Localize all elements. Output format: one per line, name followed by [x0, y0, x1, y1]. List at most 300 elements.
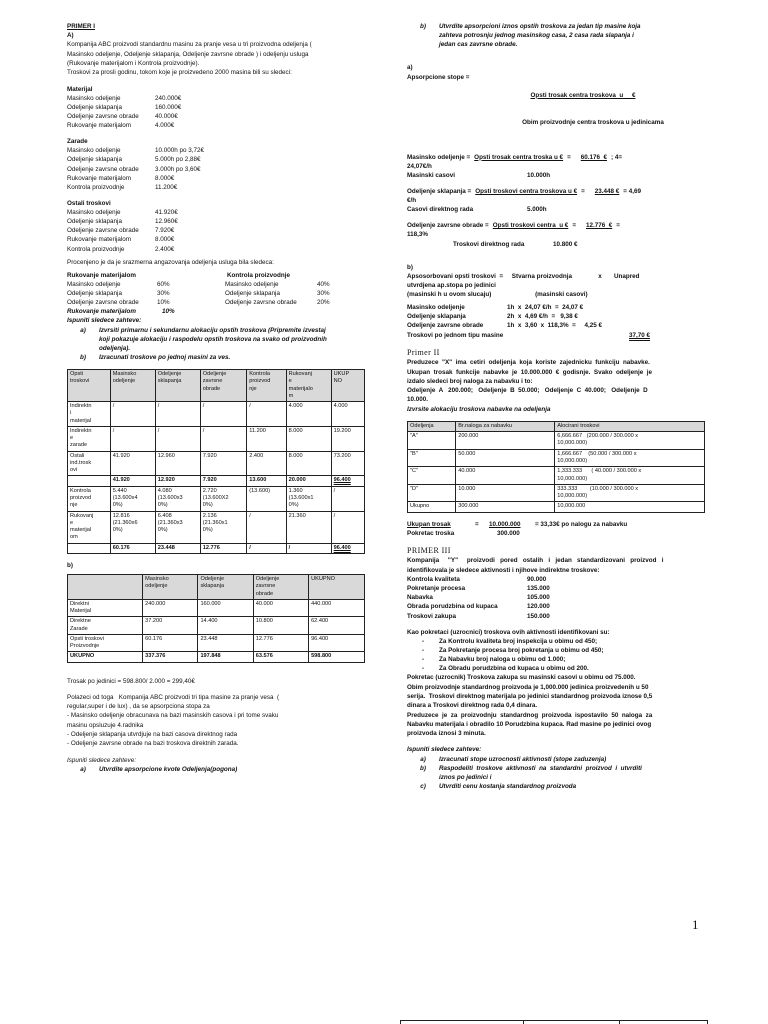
- table-cell: /: [155, 426, 200, 451]
- section-heading: Zarade: [67, 138, 88, 146]
- alloc-head-right: Kontrola proizvodnje: [227, 271, 290, 279]
- table-cell: /: [200, 402, 246, 427]
- driver-item: [407, 637, 705, 646]
- calc-denominator-row: [407, 240, 705, 249]
- table-row: [68, 476, 365, 486]
- cost-row: [67, 94, 365, 103]
- table-cell: 333.333 (10.000 / 300.000 x 10,000.000): [555, 484, 705, 502]
- calc-gap: [407, 180, 705, 187]
- primer-1-title: PRIMER I: [67, 23, 95, 30]
- section-gap: [67, 192, 365, 199]
- intro-paragraph: [67, 40, 365, 77]
- cost-row: [67, 174, 365, 183]
- driver-bullet: -: [421, 656, 425, 664]
- table-cell: 13.600: [247, 476, 286, 486]
- ispuniti-heading: Ispuniti sledece zahteve:: [67, 317, 142, 325]
- primer-3-task-marker: c): [420, 782, 426, 790]
- primer-2-title: Primer II: [407, 347, 440, 357]
- calc-den-value: 10.000h: [527, 171, 551, 179]
- table-cell: 41.920: [110, 476, 155, 486]
- pokretac-value: 300.000: [497, 529, 520, 537]
- activity-name: Troskovi zakupa: [407, 612, 456, 620]
- ukupan-eq: =: [475, 520, 479, 528]
- table-cell: 12.816 (21.360x6 0%): [110, 511, 155, 543]
- alloc-cell: 40%: [317, 280, 330, 288]
- alloc-cell: Odeljenje zavrsne obrade: [67, 299, 139, 307]
- task-b: [407, 22, 705, 49]
- table-cell: 160.000: [198, 599, 253, 617]
- cost-item: Masinsko odeljenje: [67, 209, 121, 216]
- table-row: [68, 652, 365, 662]
- cost-item: Rukovanje materijalom: [67, 122, 132, 129]
- cost-row: [67, 146, 365, 155]
- section-gap: [67, 130, 365, 137]
- activity-cost: 120.000: [527, 603, 550, 611]
- trosak-line: Trosak po jedinici = 598.800/ 2.000 = 299,40€: [67, 677, 195, 685]
- absorb-row: [407, 312, 705, 321]
- alloc-cell: Masinsko odeljenje: [67, 280, 121, 288]
- table-cell: /: [200, 426, 246, 451]
- cost-row: [67, 217, 365, 226]
- table-cell: 40.000: [253, 599, 308, 617]
- driver-item: [407, 655, 705, 664]
- nabavka-table: [407, 421, 705, 513]
- cost-item: Masinsko odeljenje: [67, 94, 121, 102]
- calc-label: Masinsko odeljenje =: [407, 153, 471, 161]
- table-cell: 11.200: [247, 426, 286, 451]
- alloc-cell: 20%: [317, 299, 330, 307]
- task-b-text: Utvrdite apsorpcioni iznos opstih troskova za jedan tip masine koja zahteva potrosnju jednog masinskog casa, 2 casa rada slapanja i jedan cas zavrsne obrade.: [439, 23, 641, 49]
- column-header: [68, 574, 143, 599]
- a-label: a): [407, 64, 413, 72]
- task-item-text: Izvrsiti primarnu i sekundarnu alokaciju opstih troskova (Pripremite izvestaj koji pokazuje alokaciju i raspodelu opstih troskova na svako od proizvodnih odeljenja).: [99, 326, 327, 352]
- absorb-value: 1h x 3,60 x 118,3% = 4,25 €: [507, 322, 603, 330]
- cost-item: Kontrola proizvodnje: [67, 183, 125, 191]
- calc-value: 23.448 €: [594, 187, 620, 195]
- driver-item: [407, 646, 705, 655]
- table-cell: "B": [408, 449, 456, 467]
- table-cell: 7.920: [200, 451, 246, 476]
- table-cell: 37.200: [143, 617, 198, 635]
- task-item-marker: b): [80, 353, 86, 361]
- driver-bullet: -: [421, 665, 425, 673]
- calc-block: [407, 153, 705, 256]
- primer-3-line: Pokretac (uzrocnik) Troskova zakupa su masinski casovi u obimu od 75.000.: [407, 674, 636, 682]
- column-header: Odeljenje zavrsne obrade: [253, 574, 308, 599]
- primer-3-intro-line: Kompanija "Y" proizvodi pored ostalih i jedan standardizovani proizvod i: [407, 557, 664, 565]
- table-cell: Indirektn i materijal: [68, 402, 111, 427]
- table-cell: Opsti troskovi Proizvodnje: [68, 634, 143, 652]
- driver-text: Za Nabavku broj naloga u obimu od 1.000;: [439, 656, 566, 664]
- table-cell: /: [331, 511, 364, 543]
- task-a-text: Utvrdite apsorpcione kvote Odeljenja(pogona): [99, 765, 238, 773]
- primer-3-ispuniti: Ispuniti sledece zahteve:: [407, 746, 482, 754]
- primer-3-title: PRIMER III: [407, 545, 451, 555]
- calc-numerator: Opsti trosak centra troska u €: [474, 153, 564, 161]
- primer-2-line: izdalo sledeci broj naloga za nabavku i to:: [407, 377, 533, 385]
- alloc-note-label: Rukovanje materijalom: [67, 308, 136, 316]
- primer-3-tasks: [407, 755, 705, 792]
- alloc-headers: [67, 271, 365, 280]
- primer-3-text: [407, 673, 705, 738]
- primer-3-task-marker: b): [420, 764, 426, 772]
- ap-denominator: Obim proizvodnje centra troskova u jedinicama: [522, 119, 664, 127]
- table-cell: 598.800: [309, 652, 365, 662]
- polazeci-line: - Odeljenje zavrsne obrade na bazi troskova direktnih zarada.: [67, 740, 239, 748]
- table-cell: 240.000: [143, 599, 198, 617]
- polazeci-line: masinu opsluzuje 4.radnika: [67, 721, 144, 729]
- table-row: [68, 426, 365, 451]
- cost-row: [67, 121, 365, 130]
- intro-line: Troskovi za prosli godinu, tokom koje je proizvedeno 2000 masina bili su sledeci:: [67, 69, 292, 77]
- pokretac-line: [407, 529, 705, 538]
- ukupan-label: Ukupan trosak: [407, 520, 451, 528]
- absorb-value: 1h x 24,07 €/h = 24,07 €: [507, 304, 584, 312]
- calc-denominator-row: [407, 171, 705, 180]
- table-cell: "D": [408, 484, 456, 502]
- calc-label: Odeljenje zavrsne obrade =: [407, 222, 489, 230]
- table-cell: 10.000: [456, 484, 555, 502]
- polazeci-line: - Odeljenje sklapanja utvrdjuje na bazi casova direktnog rada: [67, 731, 238, 738]
- task-item-marker: a): [80, 326, 86, 334]
- activity-row: [407, 584, 705, 593]
- activity-row: [407, 602, 705, 611]
- table-cell: 7.920: [200, 476, 246, 486]
- primer-3-line: Obim proizvodnje standardnog proizvoda je 1,000.000 jedinica proizvedenih u 50: [407, 683, 649, 691]
- primer-3-task-marker: a): [420, 755, 426, 763]
- table-cell: 1.360 (13.600x1 0%): [286, 486, 331, 511]
- calc-eq: =: [581, 187, 585, 195]
- column-header: Odeljenje sklapanja: [155, 370, 200, 402]
- table-cell: 50.000: [456, 449, 555, 467]
- table-cell: 4.080 (13.600x3 0%): [155, 486, 200, 511]
- cost-value: 3.000h po 3,60€: [155, 165, 201, 173]
- table-header-row: [68, 370, 365, 402]
- activity-name: Obrada porudzbina od kupaca: [407, 603, 498, 611]
- table-cell: 60.176: [110, 543, 155, 553]
- cost-summary-table: [67, 574, 365, 663]
- calc-row: [407, 153, 705, 162]
- polazeci-paragraph: [67, 693, 365, 749]
- primer-3-task-text: Utvrditi cenu kostanja standardnog proizvoda: [439, 782, 577, 790]
- calc-den-value: 5.000h: [527, 206, 547, 214]
- table-row: [68, 543, 365, 553]
- table-cell: 19.200: [331, 426, 364, 451]
- primer-3-line: Nabavku materijala i obradilo 10 Porudzbina kupaca. Rad masine po jedinici ovog: [407, 720, 652, 728]
- column-header: UKUP NO: [331, 370, 364, 402]
- table-cell: 40.000: [456, 467, 555, 485]
- primer-3-task-text: Izracunati stope uzrocnosti aktivnosti (stope zaduzenja): [439, 755, 607, 763]
- cost-item: Masinsko odeljenje: [67, 147, 121, 155]
- b-line1: Apsosorbovani opsti troskovi = Stvarna proizvodnja x Unapred: [407, 272, 640, 280]
- calc-den-label: Casovi direktnog rada: [407, 206, 474, 214]
- table-cell: Direktne Zarade: [68, 617, 143, 635]
- activity-name: Pokretanje procesa: [407, 585, 466, 593]
- cost-row: [67, 208, 365, 217]
- cost-value: 11.200€: [155, 183, 178, 191]
- primer-3-task: [407, 755, 705, 764]
- calc-value: 60.176 €: [580, 153, 608, 161]
- table-cell: 300.000: [456, 502, 555, 512]
- alloc-cell: 30%: [317, 290, 330, 297]
- primer-2-line: Ukupan trosak funkcije nabavke je 10.000.000 € godisnje. Svako odeljenje je: [407, 368, 652, 376]
- table-cell: 8.000: [286, 426, 331, 451]
- table-cell: (13.600): [247, 486, 286, 511]
- b-line2: utvrdjena ap.stopa po jedinici: [407, 281, 496, 289]
- cost-value: 7.920€: [155, 227, 175, 235]
- column-header: Masinsko odeljenje: [110, 370, 155, 402]
- table-cell: 5.440 (13.600x4 0%): [110, 486, 155, 511]
- task-item: [67, 326, 365, 353]
- table-row: [408, 449, 705, 467]
- absorb-label: Odeljenje sklapanja: [407, 313, 466, 321]
- primer-2-task: Izvrsite alokaciju troskova nabavke na odeljenja: [407, 405, 551, 413]
- alloc-cell: Odeljenje sklapanja: [225, 290, 280, 297]
- alloc-cell: Masinsko odeljenje: [225, 280, 279, 288]
- absorb-label: Troskovi po jednom tipu masine: [407, 331, 504, 339]
- table-row: [408, 502, 705, 512]
- driver-bullet: -: [421, 637, 425, 645]
- driver-text: Za Kontrolu kvaliteta broj inspekcija u obimu od 450;: [439, 637, 598, 645]
- primer-2-text: [407, 358, 705, 405]
- left-column: [67, 22, 365, 774]
- cost-item: Odeljenje zavrsne obrade: [67, 112, 139, 120]
- table-cell: UKUPNO: [68, 652, 143, 662]
- absorb-row: [407, 331, 705, 340]
- calc-op: = 4,69: [623, 187, 641, 195]
- table-cell: 12.776: [253, 634, 308, 652]
- calc-result: 24,07€/h: [407, 162, 432, 170]
- driver-bullet: -: [421, 646, 425, 654]
- table-row: [408, 432, 705, 450]
- alloc-table: [67, 369, 365, 554]
- table-cell: 4.000: [286, 402, 331, 427]
- cost-value: 41.920€: [155, 209, 178, 216]
- calc-den-value: 10.800 €: [553, 240, 578, 248]
- column-header: Odeljenje zavrsne obrade: [200, 370, 246, 402]
- activity-cost: 105.000: [527, 594, 550, 602]
- ukupan-result: = 33,33€ po nalogu za nabavku: [535, 520, 628, 528]
- cost-item: Odeljenje zavrsne obrade: [67, 165, 139, 173]
- cost-value: 10.000h po 3,72€: [155, 147, 205, 155]
- table-cell: Kontrola proizvod nje: [68, 486, 111, 511]
- table-cell: 200.000: [456, 432, 555, 450]
- ukupan-line: [407, 520, 705, 529]
- absorb-label: Masinsko odeljenje: [407, 304, 465, 312]
- cost-row: [67, 112, 365, 121]
- table-cell: 10,000.000: [555, 502, 705, 512]
- table-row: [68, 617, 365, 635]
- table-cell: [68, 543, 111, 553]
- cost-item: Kontrola proizvodnje: [67, 245, 125, 253]
- table-cell: Rukovanj e materijal om: [68, 511, 111, 543]
- table-cell: 62.400: [309, 617, 365, 635]
- cost-value: 160.000€: [155, 103, 182, 111]
- table-row: [408, 484, 705, 502]
- column-header: UKUPNO: [309, 574, 365, 599]
- alloc-cell: 10%: [157, 299, 170, 307]
- table-cell: /: [247, 511, 286, 543]
- calc-denominator-row: [407, 205, 705, 214]
- table-cell: Indirektn e zarade: [68, 426, 111, 451]
- calc-gap: [407, 249, 705, 256]
- cost-row: [67, 165, 365, 174]
- driver-text: Za Pokretanje procesa broj pokretanja u obimu od 450;: [439, 646, 604, 654]
- column-header: Kontrola proizvod nje: [247, 370, 286, 402]
- table-cell: 440.000: [309, 599, 365, 617]
- table-cell: 23.448: [155, 543, 200, 553]
- table-header-row: [408, 421, 705, 431]
- calc-eq: =: [567, 153, 571, 161]
- table-cell: 197.848: [198, 652, 253, 662]
- table-cell: /: [110, 426, 155, 451]
- table-cell: 96.400: [331, 476, 364, 486]
- cost-value: 8.000€: [155, 174, 175, 182]
- column-header: Odeljenja: [408, 421, 456, 431]
- alloc-note-value: 10%: [162, 308, 175, 316]
- absorb-row: [407, 321, 705, 330]
- table-cell: /: [155, 402, 200, 427]
- table-cell: /: [247, 402, 286, 427]
- ap-numerator: Opsti trosak centra troskova u €: [530, 91, 636, 99]
- calc-row: [407, 221, 705, 230]
- intro-line: Kompanija ABC proizvodi standardnu masinu za pranje vesa u tri proizvodna odeljenja (: [67, 41, 312, 49]
- alloc-cell: 60%: [157, 280, 170, 288]
- table-header-row: [68, 574, 365, 599]
- table-cell: Ostali ind.trosk ovi: [68, 451, 111, 476]
- table-cell: /: [331, 486, 364, 511]
- primer-3-task: [407, 764, 705, 782]
- table-cell: 337.376: [143, 652, 198, 662]
- primer-3-line: dinara a Troskovi direktnog rada 0,4 dinara.: [407, 702, 538, 710]
- column-header: Br.naloga za nabavku: [456, 421, 555, 431]
- primer-3-kao: Kao pokretaci (uzrocnici) troskova ovih aktivnosti identifikovani su:: [407, 628, 610, 636]
- table-cell: 60.176: [143, 634, 198, 652]
- ap-label: Apsorpcione stope =: [407, 73, 470, 81]
- table-row: [68, 451, 365, 476]
- table-cell: 20.000: [286, 476, 331, 486]
- activity-cost: 90.000: [527, 576, 547, 584]
- table-cell: 2.136 (21.360x1 0%): [200, 511, 246, 543]
- table-row: [68, 511, 365, 543]
- table-cell: 73.200: [331, 451, 364, 476]
- alloc-cell: 30%: [157, 290, 170, 297]
- table-cell: 6.408 (21.360x3 0%): [155, 511, 200, 543]
- primer-3-line: serija. Troskovi direktnog materijala po jedinici standardnog proizvoda iznose 0,5: [407, 692, 653, 700]
- primer-3-line: Preduzece je za proizvodnju standardnog proizvoda ispostavilo 50 naloga za: [407, 711, 653, 719]
- intro-line: Masinsko odeljenje, Odeljenje sklapanja, Odeljenje zavrsne obrade ) i odeljenju usluga: [67, 50, 309, 58]
- table-cell: /: [286, 543, 331, 553]
- column-header: Rukovanj e materijalo m: [286, 370, 331, 402]
- table-cell: 4.000: [331, 402, 364, 427]
- absorb-row: [407, 303, 705, 312]
- cost-item: Odeljenje sklapanja: [67, 218, 122, 226]
- calc-gap: [407, 214, 705, 221]
- alloc-head-left: Rukovanje materijalom: [67, 271, 136, 279]
- table-cell: 2.720 (13.600X2 0%): [200, 486, 246, 511]
- cost-item: Rukovanje materijalom: [67, 174, 132, 182]
- table-cell: 6,666.667 (200.000 / 300.000 x 10,000.000): [555, 432, 705, 450]
- alloc-note: [67, 307, 365, 316]
- b-line3: (masinski h u ovom slucaju) (masinski casovi): [407, 291, 588, 298]
- ukupan-value: 10.000.000: [489, 520, 521, 528]
- alloc-cell: Odeljenje zavrsne obrade: [225, 299, 297, 307]
- primer-3-intro: [407, 556, 705, 575]
- primer-3-drivers: [407, 637, 705, 674]
- primer-3-task-text: Raspodeliti troskove aktivnosti na standardni proizvod i utvrditi iznos po jedinici i: [439, 764, 642, 781]
- b2-label: b): [407, 263, 413, 271]
- b-rows: [407, 303, 705, 340]
- activity-cost: 150.000: [527, 612, 550, 620]
- primer-2-line: Odeljenje A 200.000; Odeljenje B 50.000; Odeljenje C 40.000; Odeljenje D: [407, 387, 648, 395]
- cost-row: [67, 226, 365, 235]
- primer-3-intro-line: identifikovala je sledece aktivnosti i njihove indirektne troskove:: [407, 566, 600, 574]
- calc-op: ; 4=: [611, 153, 623, 161]
- primer-3-line: proizvoda iznosi 3 minuta.: [407, 730, 486, 738]
- alloc-row: [67, 298, 365, 307]
- polazeci-line: Polazeci od toga Kompanija ABC proizvodi tri tipa masine za pranje vesa (: [67, 693, 280, 701]
- table-cell: /: [247, 543, 286, 553]
- table-cell: /: [110, 402, 155, 427]
- task-item: [67, 353, 365, 362]
- page-number: 1: [692, 917, 699, 932]
- table-cell: Direktni Materijal: [68, 599, 143, 617]
- cost-sections: [67, 85, 365, 254]
- column-header: Opsti troskovi: [68, 370, 111, 402]
- cost-item: Odeljenje zavrsne obrade: [67, 227, 139, 235]
- column-header: Alocirani troskovi: [555, 421, 705, 431]
- calc-value: 12.776 €: [586, 222, 613, 230]
- right-column: [407, 22, 705, 791]
- table-row: [68, 486, 365, 511]
- table-row: [68, 402, 365, 427]
- intro-line: (Rukovanje materijalom i Kontrola proizvodnje).: [67, 59, 200, 67]
- b-label: b): [67, 561, 73, 569]
- table-cell: 2.400: [247, 451, 286, 476]
- cost-value: 40.000€: [155, 112, 178, 120]
- table-cell: 10.800: [253, 617, 308, 635]
- cost-value: 8.000€: [155, 236, 175, 244]
- activity-name: Nabavka: [407, 594, 433, 602]
- table-cell: 14.400: [198, 617, 253, 635]
- table-row: [68, 634, 365, 652]
- calc-den-label: Masinski casovi: [407, 171, 455, 179]
- cost-value: 4.000€: [155, 122, 175, 129]
- table-cell: "A": [408, 432, 456, 450]
- column-header: Odeljenje sklapanja: [198, 574, 253, 599]
- activity-row: [407, 575, 705, 584]
- part-a-label: A): [67, 32, 74, 40]
- table-cell: "C": [408, 467, 456, 485]
- table-cell: 12.776: [200, 543, 246, 553]
- section-heading: Materijal: [67, 85, 93, 93]
- cost-row: [67, 235, 365, 244]
- calc-op: =: [616, 222, 620, 230]
- table-row: [408, 467, 705, 485]
- table-cell: 41.920: [110, 451, 155, 476]
- table-cell: 1,333.333 ( 40.000 / 300.000 x 10,000.000): [555, 467, 705, 485]
- calc-result: 118,3%: [407, 231, 429, 239]
- cost-row: [67, 155, 365, 164]
- absorb-value: 2h x 4,69 €/h = 9,38 €: [507, 313, 578, 321]
- task-item-text: Izracunati troskove po jednoj masini za ves.: [99, 353, 231, 361]
- activity-row: [407, 593, 705, 602]
- primer-3-costs: [407, 575, 705, 621]
- table-cell: 21.360: [286, 511, 331, 543]
- ispuniti2-heading: Ispuniti sledece zahteve:: [67, 756, 136, 764]
- table-cell: 12.920: [155, 476, 200, 486]
- alloc-rows: [67, 280, 365, 307]
